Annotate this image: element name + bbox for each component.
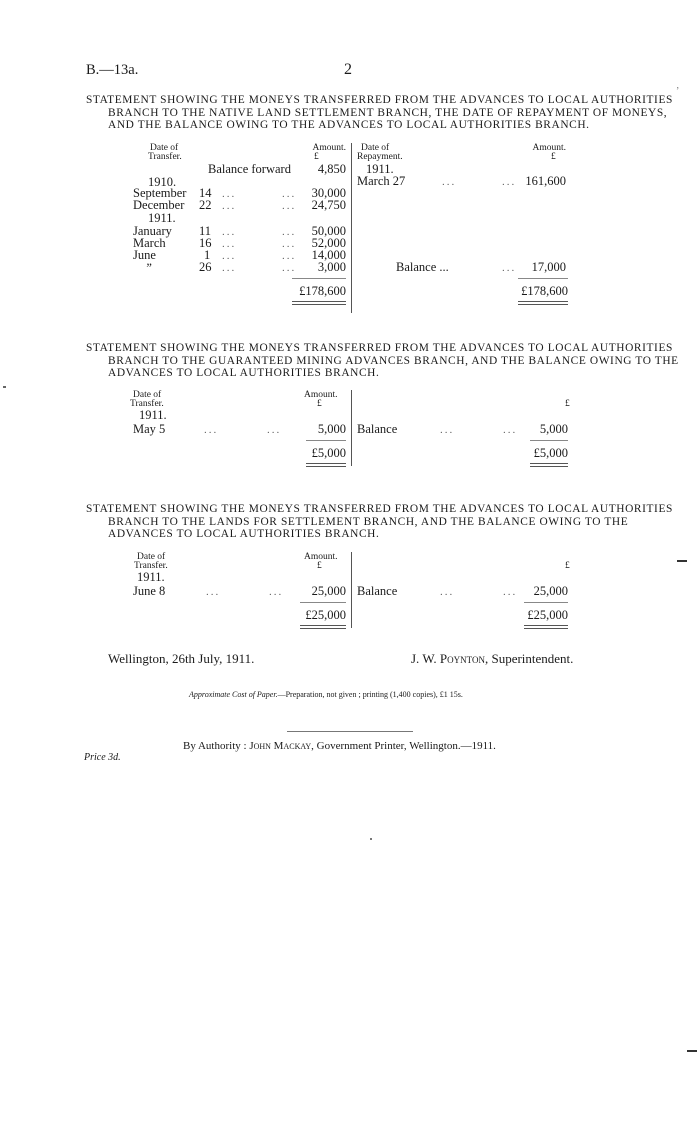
s1-year-1911: 1911.	[148, 211, 176, 225]
s1-balance-dots: ...	[502, 262, 517, 274]
s1-row-day: 26	[199, 260, 212, 274]
s2-left-double-rule	[306, 466, 346, 467]
s1-row-dots: ...	[282, 238, 297, 250]
signature-name: Poynton	[439, 651, 485, 666]
s2-date: May 5	[133, 422, 166, 436]
s3-right-currency: £	[565, 561, 570, 571]
s1-right-amount-header: Amount.	[532, 143, 566, 153]
s1-row-dots: ...	[282, 262, 297, 274]
s1-left-double-rule	[292, 304, 346, 305]
s3-left-sum-rule	[300, 602, 346, 603]
s1-row-dots: ...	[222, 200, 237, 212]
s3-dots: ...	[206, 586, 221, 598]
signature-initials: J. W.	[411, 651, 437, 666]
s1-row-dots: ...	[222, 250, 237, 262]
s2-left-total: £5,000	[311, 446, 346, 460]
s3-right-double-rule	[524, 628, 568, 629]
s3-right-sum-rule	[524, 602, 568, 603]
s2-right-total: £5,000	[533, 446, 568, 460]
s1-balance-forward-amount: 4,850	[317, 162, 346, 176]
cost-note	[189, 690, 463, 699]
s1-row-dots: ...	[222, 226, 237, 238]
s1-left-total: £178,600	[299, 284, 346, 298]
s2-left-sum-rule	[306, 440, 346, 441]
s1-amount-currency: £	[314, 152, 319, 162]
s1-row-amount: 14,000	[311, 248, 346, 262]
s1-row-day: 14	[199, 186, 212, 200]
s1-date-header-2: Transfer.	[148, 152, 182, 162]
s1-left-sum-rule	[292, 278, 346, 279]
statement3-title: STATEMENT SHOWING THE MONEYS TRANSFERRED FROM THE ADVANCES TO LOCAL AUTHORITIES BRANCH TO THE LANDS FOR SETTLEMENT BRANCH, AND THE BALANCE OWING TO THE ADVANCES TO LOCAL AUTHORITIES BRANCH.	[86, 503, 673, 540]
s3-dots: ...	[440, 586, 455, 598]
imprint-suffix: , Government Printer, Wellington.—1911.	[311, 740, 496, 752]
s2-amount: 5,000	[317, 422, 346, 436]
s2-dots: ...	[267, 424, 282, 436]
s1-row-month: June	[133, 248, 156, 262]
s2-right-double-rule	[530, 466, 568, 467]
s1-right-year: 1911.	[366, 162, 394, 176]
price: Price 3d.	[84, 752, 121, 763]
s2-balance-amount: 5,000	[539, 422, 568, 436]
s1-row-day: 11	[199, 224, 212, 238]
s1-row-day: 22	[199, 198, 212, 212]
margin-mark	[687, 1050, 697, 1052]
s2-year: 1911.	[139, 408, 167, 422]
s3-amount: 25,000	[311, 584, 346, 598]
margin-mark: ʼ	[676, 86, 680, 97]
s1-right-amount-currency: £	[551, 152, 556, 162]
s1-right-double-rule	[518, 304, 568, 305]
cost-note-text: —Preparation, not given ; printing (1,400 copies), £1 15s.	[277, 690, 463, 699]
s3-balance-label: Balance	[357, 584, 398, 598]
margin-mark	[677, 560, 687, 562]
s1-row-month: December	[133, 198, 185, 212]
s1-year-1910: 1910.	[148, 175, 177, 189]
s1-row-amount: 50,000	[311, 224, 346, 238]
s1-row-amount: 30,000	[311, 186, 346, 200]
s2-right-sum-rule	[530, 440, 568, 441]
s3-date: June 8	[133, 584, 166, 598]
s1-repayment-header-2: Repayment.	[357, 152, 403, 162]
s3-right-total: £25,000	[527, 608, 568, 622]
cost-note-label: Approximate Cost of Paper.	[189, 690, 278, 699]
imprint-prefix: By Authority :	[183, 740, 247, 752]
s3-left-double-rule	[300, 625, 346, 626]
s1-left-double-rule	[292, 301, 346, 302]
s1-date-header-1: Date of	[150, 143, 179, 153]
s1-right-double-rule	[518, 301, 568, 302]
s1-row-day: 16	[199, 236, 212, 250]
s1-repayment-date: March 27	[357, 174, 406, 188]
s1-column-divider	[351, 143, 352, 313]
s1-row-amount: 3,000	[317, 260, 346, 274]
s2-date-header-2: Transfer.	[130, 399, 164, 409]
s1-balance-forward-label: Balance forward	[208, 162, 291, 176]
s2-dots: ...	[503, 424, 518, 436]
s3-dots: ...	[503, 586, 518, 598]
s2-dots: ...	[440, 424, 455, 436]
statement2-title: STATEMENT SHOWING THE MONEYS TRANSFERRED FROM THE ADVANCES TO LOCAL AUTHORITIES BRANCH TO THE GUARANTEED MINING ADVANCES BRANCH, AND THE BALANCE OWING TO THE ADVANCES TO LOCAL AUTHORITIES BRANCH.	[86, 342, 679, 379]
s1-row-dots: ...	[282, 200, 297, 212]
margin-mark	[370, 838, 372, 840]
s1-row-month: March	[133, 236, 166, 250]
imprint-rule	[287, 731, 413, 732]
s2-column-divider	[351, 390, 352, 466]
page-number: 2	[344, 61, 352, 78]
s2-left-double-rule	[306, 463, 346, 464]
imprint	[183, 740, 496, 752]
s1-repayment-amount: 161,600	[525, 174, 566, 188]
s1-row-day: 1	[204, 248, 211, 262]
s2-date-header-1: Date of	[133, 390, 162, 400]
s3-date-header-2: Transfer.	[134, 561, 168, 571]
s1-row-month: September	[133, 186, 187, 200]
s1-row-amount: 52,000	[311, 236, 346, 250]
s3-amount-header: Amount.	[304, 552, 338, 562]
s1-row-dots: ...	[282, 226, 297, 238]
margin-mark	[3, 386, 6, 388]
s1-balance-amount: 17,000	[531, 260, 566, 274]
signature-title: , Superintendent.	[484, 651, 574, 666]
s1-balance-label: Balance ...	[396, 260, 449, 274]
s3-amount-currency: £	[317, 561, 322, 571]
s1-row-dots: ...	[222, 262, 237, 274]
s3-column-divider	[351, 552, 352, 628]
s1-row-month-ditto: ”	[145, 261, 152, 275]
s2-right-currency: £	[565, 399, 570, 409]
s3-year: 1911.	[137, 570, 165, 584]
document-reference: B.—13a.	[86, 62, 139, 78]
s1-row-amount: 24,750	[311, 198, 346, 212]
s2-amount-currency: £	[317, 399, 322, 409]
s3-left-double-rule	[300, 628, 346, 629]
imprint-printer: John Mackay	[249, 740, 312, 752]
s1-row-month: January	[133, 224, 172, 238]
s1-right-total: £178,600	[521, 284, 568, 298]
s1-row-dots: ...	[282, 188, 297, 200]
s3-dots: ...	[269, 586, 284, 598]
s1-right-sum-rule	[518, 278, 568, 279]
s1-row-dots: ...	[222, 188, 237, 200]
s1-row-dots: ...	[282, 250, 297, 262]
signature-place-date: Wellington, 26th July, 1911.	[108, 651, 255, 666]
s1-amount-header: Amount.	[312, 143, 346, 153]
s2-amount-header: Amount.	[304, 390, 338, 400]
statement1-title: STATEMENT SHOWING THE MONEYS TRANSFERRED FROM THE ADVANCES TO LOCAL AUTHORITIES BRANCH TO THE NATIVE LAND SETTLEMENT BRANCH, THE DATE OF REPAYMENT OF MONEYS, AND THE BALANCE OWING TO THE ADVANCES TO LOCAL AUTHORITIES BRANCH.	[86, 94, 673, 131]
signature-block	[411, 651, 573, 667]
s2-right-double-rule	[530, 463, 568, 464]
s1-row-dots: ...	[222, 238, 237, 250]
s2-balance-label: Balance	[357, 422, 398, 436]
s2-dots: ...	[204, 424, 219, 436]
s3-date-header-1: Date of	[137, 552, 166, 562]
s3-left-total: £25,000	[305, 608, 346, 622]
s3-right-double-rule	[524, 625, 568, 626]
s3-balance-amount: 25,000	[533, 584, 568, 598]
s1-repayment-header-1: Date of	[361, 143, 390, 153]
s1-repayment-dots: ...	[442, 176, 457, 188]
s1-repayment-dots: ...	[502, 176, 517, 188]
